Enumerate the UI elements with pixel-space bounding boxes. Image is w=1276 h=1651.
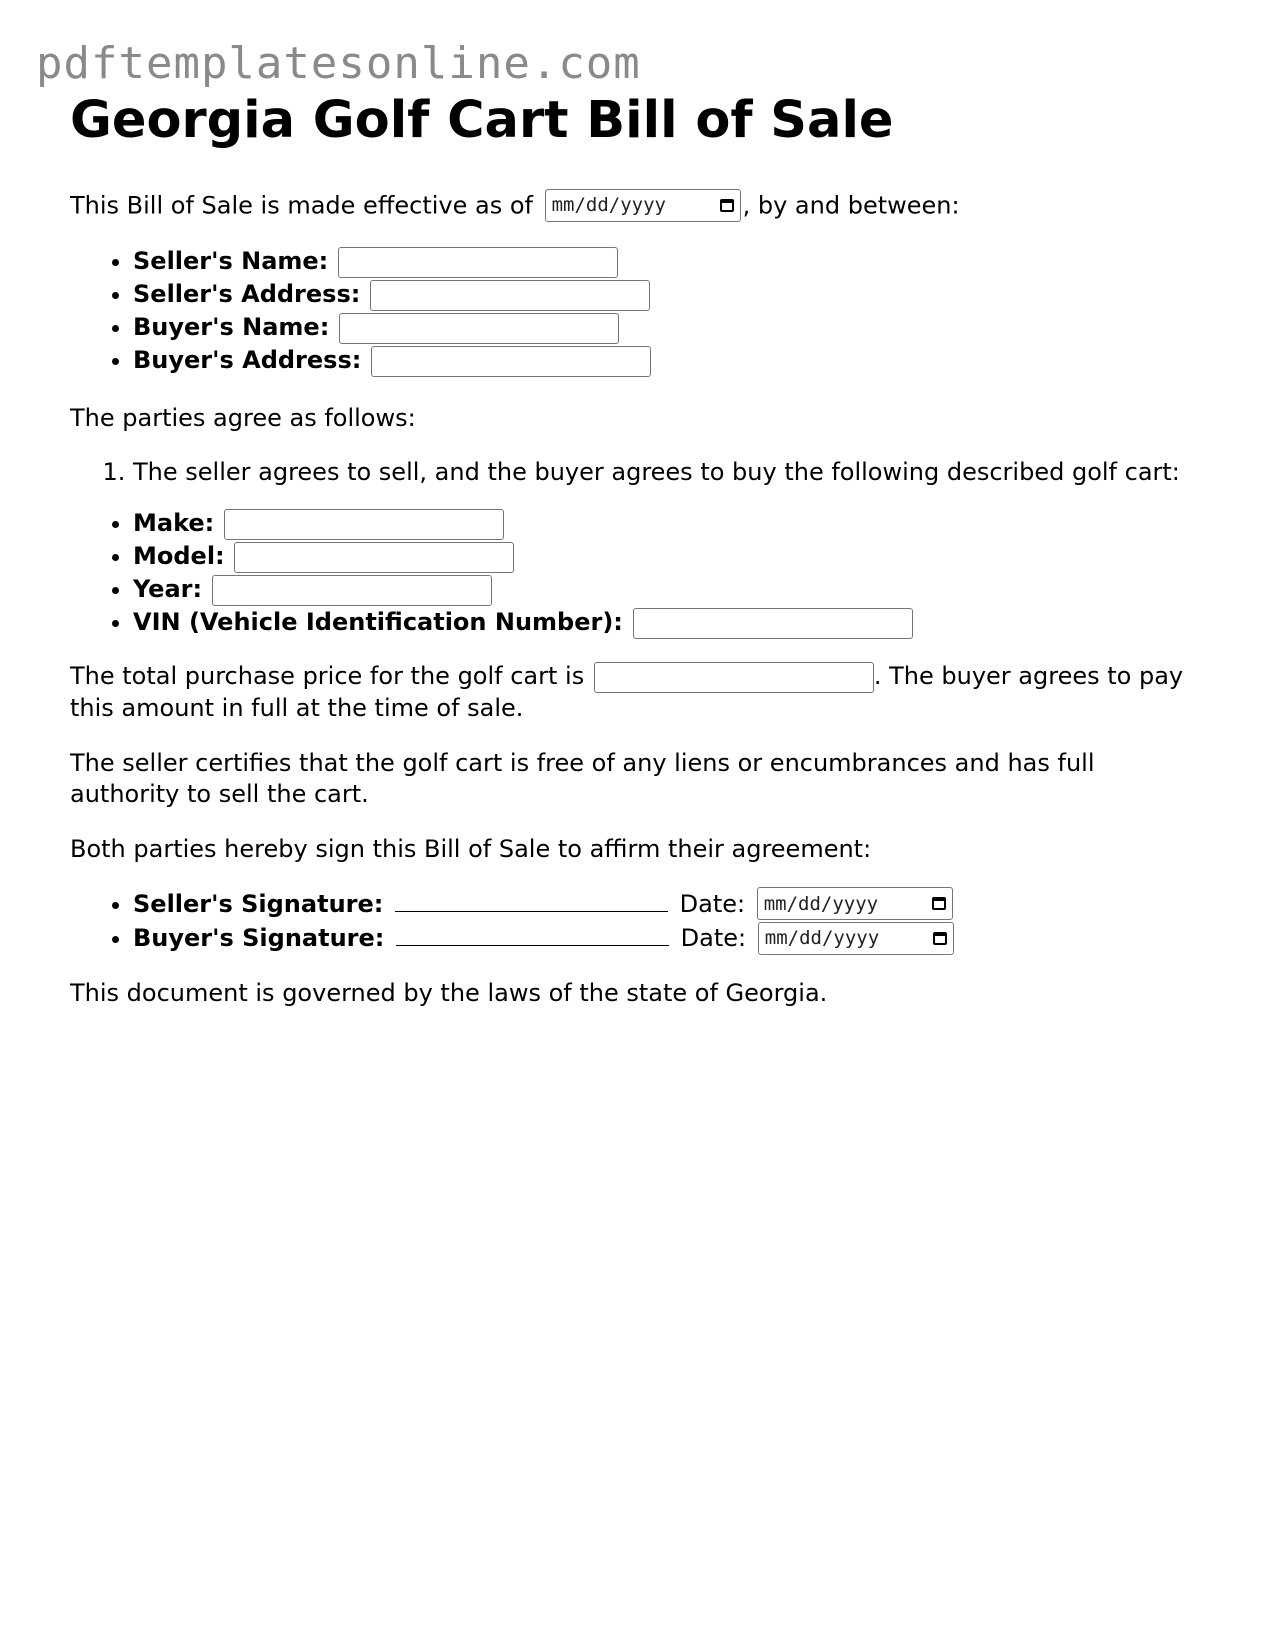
effective-date-input[interactable] [545,189,741,222]
document-body [70,86,1210,1009]
signatures-list [70,887,1210,956]
price-text-after: . The buyer agrees to pay this amount in full at the time of sale. [70,662,1184,722]
list-item [133,606,1210,639]
calendar-icon[interactable] [932,897,946,910]
seller-date-placeholder: mm/dd/yyyy [763,892,879,915]
seller-name-field[interactable] [338,247,618,278]
buyer-name-label: Buyer's Name: [133,313,330,341]
seller-signature-label: Seller's Signature: [133,889,384,918]
vin-label: VIN (Vehicle Identification Number): [133,608,623,636]
buyer-address-label: Buyer's Address: [133,346,362,374]
list-item [133,540,1210,573]
list-item [133,921,1210,956]
terms-list [70,458,1210,487]
certify-paragraph: The seller certifies that the golf cart is free of any liens or encumbrances and has full authority to sell the cart. [70,748,1095,808]
model-label: Model: [133,542,225,570]
governing-paragraph: This document is governed by the laws of the state of Georgia. [70,978,828,1007]
sign-intro-paragraph: Both parties hereby sign this Bill of Sale to affirm their agreement: [70,834,872,863]
seller-address-label: Seller's Address: [133,280,361,308]
page-title: Georgia Golf Cart Bill of Sale [70,91,894,150]
price-text-before: The total purchase price for the golf cart is [70,662,585,690]
buyer-date-input[interactable] [758,922,954,955]
calendar-icon[interactable] [720,199,734,212]
seller-date-input[interactable] [757,887,953,920]
make-label: Make: [133,509,215,537]
seller-address-field[interactable] [370,280,650,311]
watermark: pdftemplatesonline.com [36,38,641,89]
effective-date-placeholder: mm/dd/yyyy [551,194,666,216]
list-item [133,344,1210,377]
intro-text-after: , by and between: [742,191,960,220]
calendar-icon[interactable] [933,932,947,945]
seller-name-label: Seller's Name: [133,247,329,275]
parties-list [70,245,1210,377]
buyer-address-field[interactable] [371,346,651,377]
seller-date-label: Date: [679,889,746,918]
vin-field[interactable] [633,608,913,639]
intro-paragraph [70,190,1210,223]
year-field[interactable] [212,575,492,606]
list-item [133,887,1210,922]
list-item [133,311,1210,344]
seller-signature-line[interactable] [395,887,668,912]
cart-details-list [70,507,1210,639]
model-field[interactable] [234,542,514,573]
buyer-date-label: Date: [680,924,747,952]
list-item [133,245,1210,278]
agree-paragraph: The parties agree as follows: [70,404,416,432]
list-item [133,507,1210,540]
purchase-price-field[interactable] [594,662,874,693]
buyer-signature-line[interactable] [396,921,669,946]
list-item [133,278,1210,311]
buyer-name-field[interactable] [339,313,619,344]
intro-text-before: This Bill of Sale is made effective as of [70,191,533,220]
list-item [133,573,1210,606]
buyer-date-placeholder: mm/dd/yyyy [764,927,880,949]
term-item: 1. The seller agrees to sell, and the buyer agrees to buy the following described golf cart: [133,458,1210,487]
make-field[interactable] [224,509,504,540]
year-label: Year: [133,575,203,603]
price-paragraph [70,661,1210,724]
buyer-signature-label: Buyer's Signature: [133,924,385,952]
